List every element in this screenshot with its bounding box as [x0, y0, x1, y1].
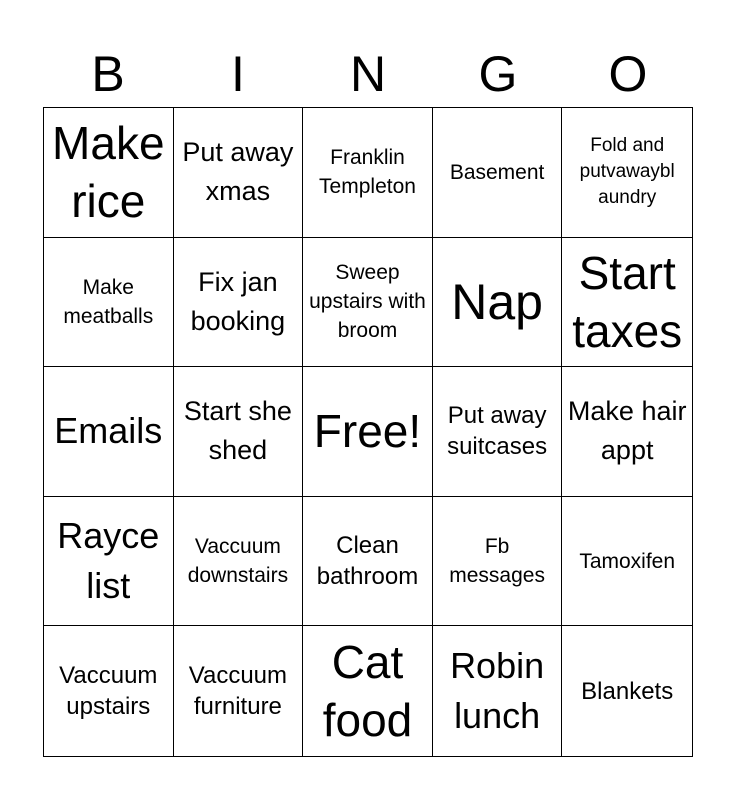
- bingo-cell-label: Clean bathroom: [316, 532, 419, 591]
- bingo-cell-label: Fix jan booking: [190, 266, 286, 336]
- bingo-cell[interactable]: [174, 108, 304, 238]
- header-letter-i: I: [231, 46, 245, 102]
- bingo-cell-label: Fb messages: [449, 535, 545, 588]
- bingo-cell-label: Make rice: [52, 117, 165, 228]
- bingo-cell-label: Basement: [449, 160, 545, 184]
- bingo-cell-label: Make meatballs: [63, 275, 154, 328]
- bingo-cell[interactable]: [303, 626, 433, 756]
- bingo-cell-label: Sweep upstairs with broom: [309, 261, 426, 343]
- bingo-card-grid: [43, 107, 693, 757]
- bingo-cell[interactable]: [303, 497, 433, 627]
- bingo-cell[interactable]: [44, 626, 174, 756]
- bingo-cell-label: Start she shed: [183, 396, 292, 466]
- header-letter-o: O: [608, 46, 648, 102]
- bingo-cell[interactable]: [174, 367, 304, 497]
- bingo-cell[interactable]: [433, 108, 563, 238]
- header-letter-g: G: [478, 46, 518, 102]
- bingo-cell-label: Make hair appt: [567, 396, 687, 466]
- bingo-cell[interactable]: [303, 108, 433, 238]
- bingo-cell[interactable]: [174, 497, 304, 627]
- bingo-cell[interactable]: [44, 238, 174, 368]
- bingo-cell-label: Free!: [313, 405, 422, 458]
- bingo-cell-label: Emails: [54, 410, 163, 452]
- header-letter-b: B: [91, 46, 125, 102]
- bingo-cell-label: Nap: [451, 273, 543, 330]
- bingo-cell[interactable]: [303, 367, 433, 497]
- bingo-cell[interactable]: [433, 367, 563, 497]
- header-letter-n: N: [349, 46, 387, 102]
- bingo-cell-label: Fold and putvawaybl aundry: [579, 135, 675, 209]
- bingo-cell-label: Vaccuum upstairs: [59, 662, 158, 721]
- bingo-cell[interactable]: [562, 367, 692, 497]
- bingo-cell-label: Vaccuum furniture: [188, 662, 288, 721]
- bingo-cell-label: Start taxes: [572, 246, 683, 357]
- bingo-cell[interactable]: [44, 367, 174, 497]
- bingo-cell[interactable]: [433, 497, 563, 627]
- bingo-cell-label: Robin lunch: [450, 645, 545, 737]
- bingo-header: [43, 40, 693, 108]
- bingo-cell[interactable]: [562, 626, 692, 756]
- bingo-cell-label: Put away xmas: [182, 137, 294, 207]
- bingo-cell[interactable]: [44, 108, 174, 238]
- bingo-cell-label: Tamoxifen: [579, 549, 676, 573]
- bingo-cell-label: Blankets: [581, 677, 674, 705]
- bingo-cell[interactable]: [174, 238, 304, 368]
- bingo-cell[interactable]: [562, 108, 692, 238]
- bingo-cell-label: Cat food: [322, 636, 413, 747]
- bingo-cell[interactable]: [44, 497, 174, 627]
- bingo-cell-label: Rayce list: [57, 515, 160, 607]
- bingo-cell-label: Franklin Templeton: [319, 146, 416, 199]
- bingo-cell[interactable]: [562, 238, 692, 368]
- bingo-cell[interactable]: [174, 626, 304, 756]
- bingo-cell[interactable]: [433, 626, 563, 756]
- bingo-cell-label: Put away suitcases: [447, 402, 548, 461]
- bingo-cell[interactable]: [303, 238, 433, 368]
- bingo-cell[interactable]: [433, 238, 563, 368]
- bingo-cell-label: Vaccuum downstairs: [187, 535, 289, 588]
- bingo-cell[interactable]: [562, 497, 692, 627]
